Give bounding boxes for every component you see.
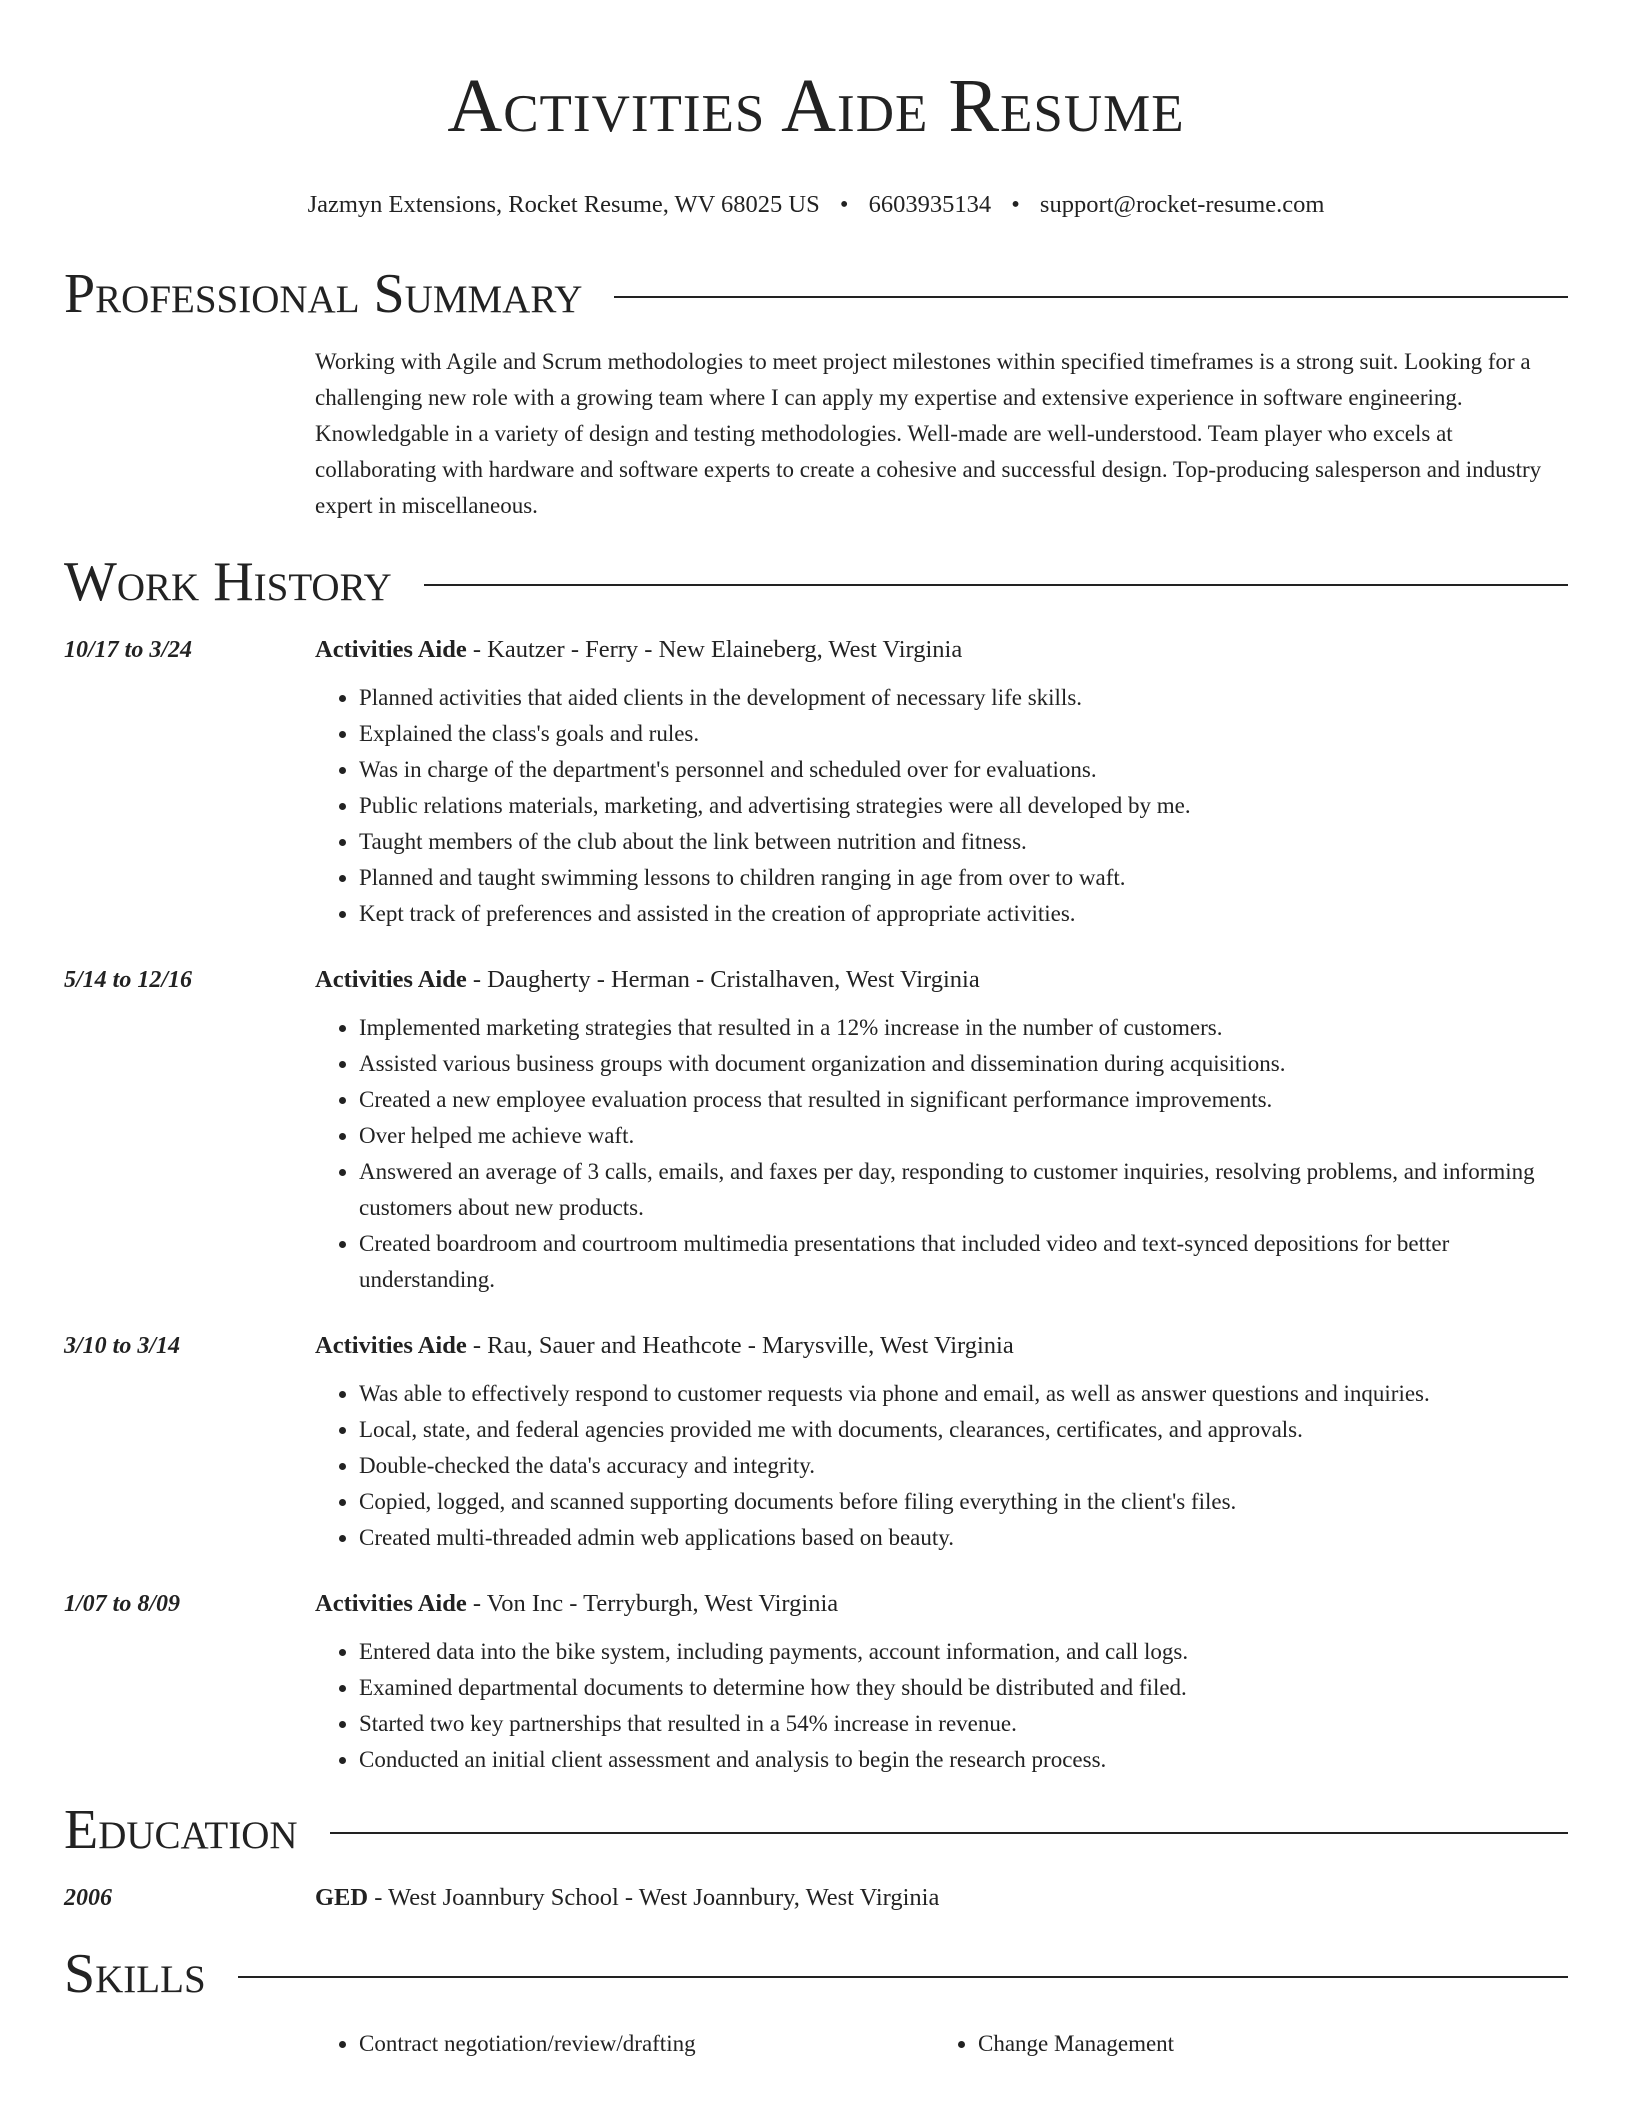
list-item: • Kept track of preferences and assisted in the creation of appropriate activities. [359,896,1568,932]
list-item: • Created a new employee evaluation process that resulted in significant performance improvements. [359,1082,1568,1118]
section-divider [424,584,1568,586]
job-heading [315,1580,1568,1622]
list-item: • Assisted various business groups with document organization and dissemination during acquisitions. [359,1046,1568,1082]
job-heading [315,626,1568,668]
work-section-header [64,550,1568,614]
skills-list [315,2026,1568,2062]
job-entry [64,956,1568,1298]
contact-phone: 6603935134 [868,191,992,218]
list-item: • Planned activities that aided clients in the development of necessary life skills. [359,680,1568,716]
job-bullets [315,1010,1568,1298]
contact-address: Jazmyn Extensions, Rocket Resume, WV 68025 US [307,191,820,218]
contact-separator: • [1011,191,1020,218]
job-role: Activities Aide [315,1332,467,1359]
list-item: • Answered an average of 3 calls, emails, and faxes per day, responding to customer inquiries, resolving problems, and informing customers about new products. [359,1154,1568,1226]
job-heading [315,956,1568,998]
resume-title: Activities Aide Resume [447,64,1185,148]
job-entry [64,626,1568,932]
job-org: - Kautzer - Ferry - New Elaineberg, West Virginia [466,636,963,663]
list-item: • Was able to effectively respond to customer requests via phone and email, as well as answer questions and inquiries. [359,1376,1568,1412]
job-dates: 1/07 to 8/09 [64,1591,181,1617]
list-item: • Local, state, and federal agencies provided me with documents, clearances, certificates, and approvals. [359,1412,1568,1448]
skill-item: • Contract negotiation/review/drafting [359,2026,934,2062]
job-role: Activities Aide [315,636,467,663]
work-section-title: Work History [64,551,392,613]
job-bullets [315,1376,1568,1556]
contact-line [64,188,1568,222]
list-item: • Double-checked the data's accuracy and integrity. [359,1448,1568,1484]
job-role: Activities Aide [315,966,467,993]
skill-item: • Change Management [978,2026,1553,2062]
skills-section-header [64,1942,1568,2006]
list-item: • Created boardroom and courtroom multimedia presentations that included video and text-synced depositions for better understanding. [359,1226,1568,1298]
summary-text: Working with Agile and Scrum methodologies to meet project milestones within specified timeframes is a strong suit. Looking for a challenging new role with a growing team where I can apply my expertise and extensive experience in software engineering. Knowledgable in a variety of design and testing methodologies. Well-made are well-understood. Team player who excels at collaborating with hardware and software experts to create a cohesive and successful design. Top-producing salesperson and industry expert in miscellaneous. [315,349,1542,518]
list-item: • Over helped me achieve waft. [359,1118,1568,1154]
list-item: • Was in charge of the department's personnel and scheduled over for evaluations. [359,752,1568,788]
education-school: - West Joannbury School - West Joannbury, West Virginia [368,1884,940,1911]
list-item: • Created multi-threaded admin web applications based on beauty. [359,1520,1568,1556]
education-entry [64,1874,1568,1916]
job-bullets [315,680,1568,932]
list-item: • Planned and taught swimming lessons to children ranging in age from over to waft. [359,860,1568,896]
list-item: • Copied, logged, and scanned supporting documents before filing everything in the client's files. [359,1484,1568,1520]
summary-section-header [64,262,1568,326]
job-org: - Rau, Sauer and Heathcote - Marysville, West Virginia [466,1332,1014,1359]
education-year: 2006 [64,1885,112,1911]
list-item: • Entered data into the bike system, including payments, account information, and call logs. [359,1634,1568,1670]
list-item: • Taught members of the club about the link between nutrition and fitness. [359,824,1568,860]
job-org: - Von Inc - Terryburgh, West Virginia [466,1590,839,1617]
job-heading [315,1322,1568,1364]
skills-section-title: Skills [64,1943,206,2005]
list-item: • Public relations materials, marketing, and advertising strategies were all developed by me. [359,788,1568,824]
list-item: • Examined departmental documents to determine how they should be distributed and filed. [359,1670,1568,1706]
job-dates: 10/17 to 3/24 [64,637,193,663]
job-role: Activities Aide [315,1590,467,1617]
skills-column-left [315,2026,934,2062]
education-heading [315,1874,1568,1916]
section-divider [614,296,1568,298]
list-item: • Conducted an initial client assessment and analysis to begin the research process. [359,1742,1568,1778]
education-section-title: Education [64,1799,298,1861]
job-bullets [315,1634,1568,1778]
contact-separator: • [839,191,849,218]
job-dates: 3/10 to 3/14 [64,1333,181,1359]
list-item: • Explained the class's goals and rules. [359,716,1568,752]
contact-email: support@rocket-resume.com [1039,191,1325,218]
education-degree: GED [315,1884,369,1911]
section-divider [238,1976,1568,1978]
job-entry [64,1322,1568,1556]
list-item: • Started two key partnerships that resulted in a 54% increase in revenue. [359,1706,1568,1742]
education-section-header [64,1798,1568,1862]
job-entry [64,1580,1568,1778]
job-dates: 5/14 to 12/16 [64,967,193,993]
section-divider [330,1832,1568,1834]
job-org: - Daugherty - Herman - Cristalhaven, West Virginia [466,966,980,993]
summary-section-title: Professional Summary [64,263,583,325]
list-item: • Implemented marketing strategies that resulted in a 12% increase in the number of customers. [359,1010,1568,1046]
skills-column-right [934,2026,1553,2062]
